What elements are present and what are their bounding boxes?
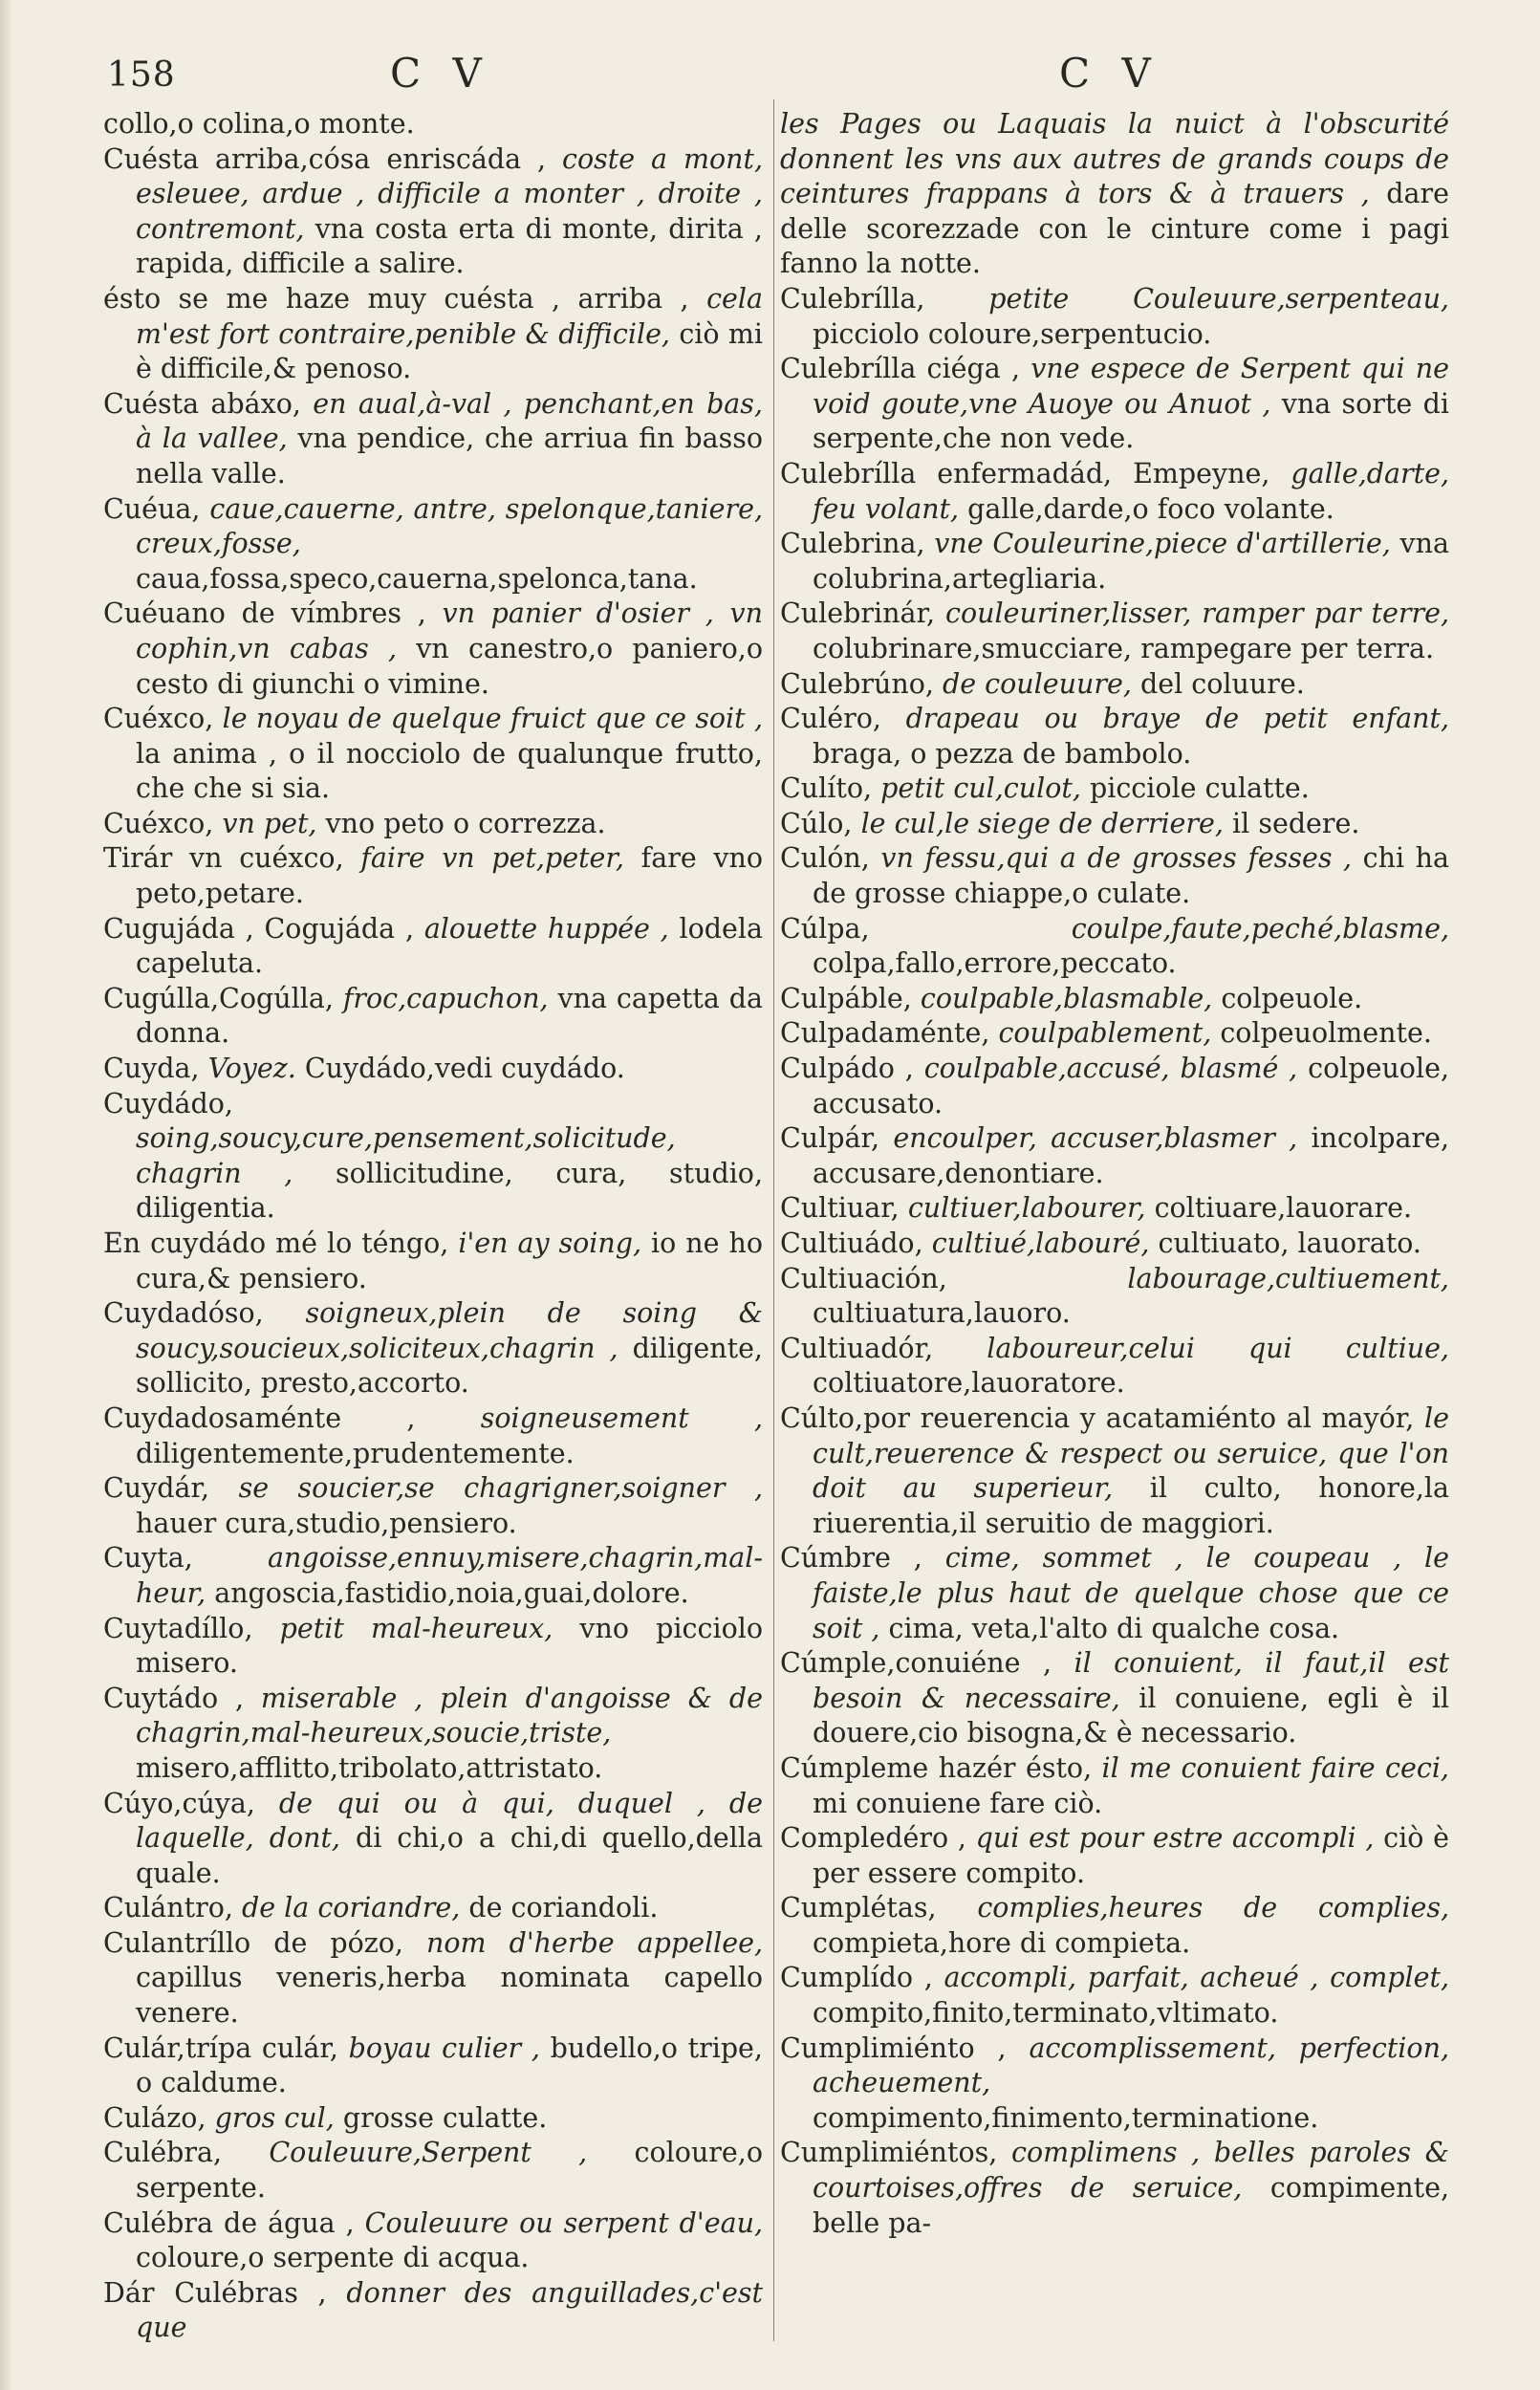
italian-gloss: coloure,o serpente. <box>136 2137 764 2205</box>
dictionary-entry <box>780 1262 1449 1332</box>
french-gloss: alouette huppée , <box>423 912 669 945</box>
italian-gloss: cultiuato, lauorato. <box>1158 1228 1421 1259</box>
dictionary-entry <box>780 1052 1449 1121</box>
headword: Cumplído , <box>780 1962 933 1994</box>
dictionary-entry <box>780 457 1449 527</box>
italian-gloss: compimento,finimento,terminatione. <box>813 2101 1319 2134</box>
french-gloss: soigneux,plein de soing & soucy,soucieux,soliciteux,chagrin , <box>136 1297 764 1364</box>
italian-gloss: de coriandoli. <box>468 1892 659 1924</box>
headword: ésto se me haze muy cuésta , arriba , <box>103 282 689 315</box>
page-number: 158 <box>107 55 176 95</box>
headword: Cúmbre , <box>780 1542 922 1575</box>
dictionary-entry <box>780 982 1449 1017</box>
headword: Cuésta arriba,cósa enriscáda , <box>103 142 547 175</box>
italian-gloss: cima, veta,l'alto di qualche cosa. <box>888 1612 1340 1644</box>
dictionary-entry <box>103 1926 763 2032</box>
dictionary-entry <box>103 387 763 492</box>
headword: Cúmpleme hazér ésto, <box>780 1751 1093 1784</box>
french-gloss: coulpe,faute,peché,blasme, <box>1071 912 1449 945</box>
french-gloss: en aual,à-val , penchant,en bas, à la vallee, <box>136 387 763 455</box>
italian-gloss: chi ha de grosse chiappe,o culate. <box>813 842 1450 910</box>
headword: Culébra de água , <box>103 2206 355 2239</box>
headword: Cultiuar, <box>780 1192 900 1225</box>
french-gloss: il me conuient faire ceci, <box>1101 1751 1449 1784</box>
dictionary-entry <box>780 1541 1449 1646</box>
french-gloss: accompli, parfait, acheué , complet, <box>944 1962 1450 1994</box>
italian-gloss: il culto, honore,la riuerentia,il seruitio de maggiori. <box>813 1472 1449 1539</box>
italian-gloss: diligentemente,prudentemente. <box>136 1437 575 1469</box>
headword: Compledéro , <box>780 1822 966 1855</box>
dictionary-entry <box>780 597 1449 666</box>
headword: Tirár vn cuéxco, <box>103 842 344 875</box>
dictionary-entry <box>103 597 763 702</box>
dictionary-entry <box>103 807 763 842</box>
headword: Cumplimiéntos, <box>780 2137 998 2169</box>
headword: Cumplétas, <box>780 1892 937 1924</box>
italian-gloss: grosse culatte. <box>342 2101 548 2134</box>
headword: Culebrílla, <box>780 282 925 315</box>
italian-gloss: il conuiene, egli è il douere,cio bisogna,& è necessario. <box>813 1682 1450 1749</box>
headword: Cúlpa, <box>780 912 870 945</box>
french-gloss: soing,soucy,cure,pensement,solicitude, chagrin , <box>136 1122 676 1189</box>
french-gloss: encoulper, accuser,blasmer , <box>893 1122 1298 1155</box>
french-gloss: cela m'est fort contraire,penible & difficile, <box>136 282 763 350</box>
italian-gloss: del coluure. <box>1139 667 1305 700</box>
dictionary-entry <box>103 1087 763 1227</box>
dictionary-entry <box>103 982 763 1052</box>
headword: Culpáble, <box>780 982 912 1014</box>
dictionary-entry <box>780 1751 1449 1821</box>
dictionary-entry <box>103 282 763 387</box>
italian-gloss: capillus veneris,herba nominata capello venere. <box>136 1962 763 2030</box>
dictionary-entry <box>780 1016 1449 1052</box>
french-gloss: cultiuer,labourer, <box>907 1192 1146 1225</box>
dictionary-entry <box>103 702 763 807</box>
french-gloss: donner des anguillades,c'est que <box>136 2276 763 2344</box>
headword: Cugujáda , Cogujáda , <box>103 912 414 945</box>
french-gloss: le cul,le siege de derriere, <box>860 807 1224 839</box>
italian-gloss: colpeuole. <box>1221 982 1363 1014</box>
french-gloss: cime, sommet , le coupeau , le faiste,le plus haut de quelque chose que ce soit , <box>813 1542 1449 1644</box>
italian-gloss: ciò mi è difficile,& penoso. <box>136 317 763 385</box>
dictionary-entry <box>780 282 1449 352</box>
french-gloss: de couleuure, <box>943 667 1132 700</box>
french-gloss: drapeau ou braye de petit enfant, <box>905 703 1450 735</box>
french-gloss: qui est pour estre accompli , <box>975 1822 1375 1855</box>
french-gloss: coulpable,accusé, blasmé , <box>923 1053 1298 1085</box>
dictionary-entry <box>103 1052 763 1087</box>
italian-gloss: la anima , o il nocciolo de qualunque frutto, che che si sia. <box>136 737 763 805</box>
french-gloss: i'en ay soing, <box>458 1228 642 1259</box>
headword: Culpár, <box>780 1122 880 1155</box>
entry-text: collo,o colina,o monte. <box>103 108 415 140</box>
headword: Dár Culébras , <box>103 2276 327 2309</box>
headword: Cultiuación, <box>780 1262 947 1294</box>
italian-gloss: colubrinare,smucciare, rampegare per terra. <box>813 632 1435 664</box>
french-gloss: soigneusement , <box>480 1401 763 1434</box>
italian-gloss: io ne ho cura,& pensiero. <box>136 1228 763 1294</box>
headword: Cuéuano de vímbres , <box>103 598 426 630</box>
left-running-head: C V <box>390 50 491 97</box>
italian-gloss: fare vno peto,petare. <box>136 842 764 910</box>
french-gloss: Couleuure ou serpent d'eau, <box>364 2206 764 2239</box>
italian-gloss: vno picciolo misero. <box>136 1612 764 1680</box>
headword: Cugúlla,Cogúlla, <box>103 982 334 1014</box>
column-divider <box>773 99 774 2341</box>
headword: Cúlto,por reuerencia y acatamiénto al mayór, <box>780 1401 1415 1434</box>
french-gloss: de qui ou à qui, duquel , de laquelle, dont, <box>136 1787 763 1855</box>
headword: Culpádo , <box>780 1053 914 1085</box>
french-gloss: petit mal-heureux, <box>279 1612 553 1644</box>
italian-gloss: picciole culatte. <box>1089 772 1310 805</box>
dictionary-entry <box>103 2276 763 2346</box>
italian-gloss: di chi,o a chi,di quello,della quale. <box>136 1822 763 1889</box>
french-gloss: se soucier,se chagrigner,soigner , <box>238 1472 764 1505</box>
italian-gloss: compito,finito,terminato,vltimato. <box>813 1997 1279 2030</box>
dictionary-entry <box>780 107 1449 282</box>
italian-gloss: coltiuare,lauorare. <box>1154 1192 1413 1225</box>
french-gloss: petit cul,culot, <box>880 772 1081 805</box>
french-gloss: vn fessu,qui a de grosses fesses , <box>880 842 1353 875</box>
italian-gloss: vna pendice, che arriua fin basso nella valle. <box>136 423 763 489</box>
italian-gloss: il sedere. <box>1232 807 1360 839</box>
italian-gloss: misero,afflitto,tribolato,attristato. <box>136 1751 603 1784</box>
headword: Cuéua, <box>103 492 201 525</box>
french-gloss: galle,darte, feu volant, <box>813 457 1450 525</box>
french-gloss: labourage,cultiuement, <box>1127 1262 1449 1294</box>
headword: Culíto, <box>780 772 873 805</box>
french-gloss: les Pages ou Laquais la nuict à l'obscurité donnent les vns aux autres de grands coups de ceintures frappans à tors & à trauers , <box>780 108 1449 210</box>
italian-gloss: mi conuiene fare ciò. <box>813 1787 1103 1819</box>
dictionary-entry <box>103 1682 763 1787</box>
dictionary-entry <box>103 2136 763 2205</box>
italian-gloss: colpeuolmente. <box>1220 1017 1432 1050</box>
headword: Cúyo,cúya, <box>103 1787 255 1819</box>
italian-gloss: galle,darde,o foco volante. <box>967 492 1334 525</box>
dictionary-entry <box>780 1332 1449 1401</box>
dictionary-entry <box>780 1961 1449 2031</box>
italian-gloss: vna capetta da donna. <box>136 982 764 1050</box>
dictionary-entry <box>780 771 1449 807</box>
italian-gloss: compimente, belle pa- <box>813 2172 1450 2239</box>
headword: Cuytadíllo, <box>103 1612 253 1644</box>
italian-gloss: braga, o pezza de bambolo. <box>813 737 1192 770</box>
french-gloss: caue,cauerne, antre, spelonque,taniere, creux,fosse, <box>136 492 764 560</box>
dictionary-entry <box>780 1121 1449 1191</box>
french-gloss: complimens , belles paroles & courtoises,offres de seruice, <box>813 2137 1449 2205</box>
headword: Cuydadóso, <box>103 1297 264 1330</box>
headword: Cumplimiénto , <box>780 2032 1007 2064</box>
italian-gloss: incolpare, accusare,denontiare. <box>813 1122 1450 1189</box>
headword: Culántro, <box>103 1892 233 1924</box>
dictionary-entry <box>103 2206 763 2276</box>
dictionary-entry <box>780 702 1449 771</box>
dictionary-entry <box>780 1891 1449 1961</box>
headword: Cuydár, <box>103 1472 210 1505</box>
headword: Culebrina, <box>780 528 925 560</box>
dictionary-entry <box>103 1471 763 1541</box>
italian-gloss: vna colubrina,artegliaria. <box>813 528 1449 595</box>
headword: Culéro, <box>780 703 881 735</box>
dictionary-entry <box>103 142 763 282</box>
french-gloss: vne espece de Serpent qui ne void goute,vne Auoye ou Anuot , <box>813 353 1450 420</box>
headword: Culón, <box>780 842 870 875</box>
headword: Cuéxco, <box>103 703 214 735</box>
italian-gloss: vna costa erta di monte, dirita , rapida, difficile a salire. <box>136 212 763 280</box>
dictionary-entry <box>103 1891 763 1926</box>
french-gloss: il conuient, il faut,il est besoin & necessaire, <box>813 1647 1449 1714</box>
french-gloss: laboureur,celui qui cultiue, <box>987 1332 1449 1364</box>
italian-gloss: caua,fossa,speco,cauerna,spelonca,tana. <box>136 562 698 595</box>
italian-gloss: sollicitudine, cura, studio, diligentia. <box>136 1157 764 1225</box>
italian-gloss: vno peto o correzza. <box>325 807 606 839</box>
dictionary-entry <box>780 1227 1449 1262</box>
headword: En cuydádo mé lo téngo, <box>103 1228 449 1259</box>
headword: Cultiuadór, <box>780 1332 934 1364</box>
french-gloss: gros cul, <box>214 2101 335 2134</box>
french-gloss: coulpablement, <box>998 1017 1212 1050</box>
headword: Cúlo, <box>780 807 853 839</box>
headword: Cuéxco, <box>103 807 214 839</box>
headword: Cuydadosaménte , <box>103 1401 416 1434</box>
italian-gloss: picciolo coloure,serpentucio. <box>813 317 1212 350</box>
french-gloss: angoisse,ennuy,misere,chagrin,mal-heur, <box>136 1542 763 1609</box>
french-gloss: Couleuure,Serpent , <box>269 2137 588 2169</box>
headword: Cuyda, <box>103 1053 200 1085</box>
italian-gloss: vn canestro,o paniero,o cesto di giunchi o vimine. <box>136 632 763 700</box>
italian-gloss: coltiuatore,lauoratore. <box>813 1367 1125 1400</box>
french-gloss: complies,heures de complies, <box>977 1892 1450 1924</box>
dictionary-entry <box>780 1646 1449 1751</box>
dictionary-entry <box>103 2101 763 2137</box>
dictionary-entry <box>103 492 763 598</box>
italian-gloss: cultiuatura,lauoro. <box>813 1297 1071 1330</box>
dictionary-entry <box>103 1227 763 1296</box>
dictionary-entry <box>780 2136 1449 2241</box>
french-gloss: nom d'herbe appellee, <box>426 1926 764 1959</box>
french-gloss: froc,capuchon, <box>342 982 549 1014</box>
headword: Culázo, <box>103 2101 206 2134</box>
italian-gloss: vna sorte di serpente,che non vede. <box>813 387 1449 455</box>
headword: Culpadaménte, <box>780 1017 990 1050</box>
dictionary-entry <box>103 1787 763 1892</box>
running-header <box>0 50 1540 107</box>
french-gloss: vne Couleurine,piece d'artillerie, <box>934 528 1391 560</box>
dictionary-entry <box>780 1401 1449 1541</box>
french-gloss: coste a mont, esleuee, ardue , difficile a monter , droite , contremont, <box>136 142 764 245</box>
right-running-head: C V <box>1059 50 1160 97</box>
italian-gloss: angoscia,fastidio,noia,guai,dolore. <box>214 1576 689 1609</box>
french-gloss: accomplissement, perfection, acheuement, <box>813 2032 1449 2099</box>
italian-gloss: budello,o tripe, o caldume. <box>136 2032 763 2099</box>
french-gloss: couleuriner,lisser, ramper par terre, <box>945 598 1449 630</box>
headword: Cultiuádo, <box>780 1228 923 1259</box>
dictionary-entry <box>780 527 1449 597</box>
dictionary-entry <box>780 912 1449 982</box>
right-column <box>780 107 1449 2241</box>
headword: Culebrílla ciéga , <box>780 353 1021 385</box>
dictionary-entry <box>780 807 1449 842</box>
dictionary-entry <box>780 841 1449 911</box>
italian-gloss: lodela capeluta. <box>136 912 763 980</box>
italian-gloss: colpa,fallo,errore,peccato. <box>813 947 1177 980</box>
headword: Culár,trípa culár, <box>103 2032 338 2064</box>
left-column <box>103 107 763 2346</box>
french-gloss: boyau culier , <box>348 2032 540 2064</box>
dictionary-entry <box>780 352 1449 457</box>
headword: Culebrílla enfermadád, Empeyne, <box>780 457 1270 489</box>
french-gloss: le noyau de quelque fruict que ce soit , <box>222 703 763 735</box>
italian-gloss: colpeuole, accusato. <box>813 1053 1450 1119</box>
headword: Culebrúno, <box>780 667 934 700</box>
italian-gloss: Cuydádo,vedi cuydádo. <box>304 1053 625 1085</box>
french-gloss: vn panier d'osier , vn cophin,vn cabas , <box>136 598 763 664</box>
italian-gloss: hauer cura,studio,pensiero. <box>136 1507 517 1539</box>
dictionary-entry <box>780 1821 1449 1891</box>
headword: Culantríllo de pózo, <box>103 1926 403 1959</box>
dictionary-entry <box>103 107 763 142</box>
headword: Cuésta abáxo, <box>103 387 301 420</box>
french-gloss: de la coriandre, <box>241 1892 461 1924</box>
dictionary-entry <box>103 2032 763 2101</box>
french-gloss: coulpable,blasmable, <box>920 982 1213 1014</box>
dictionary-entry <box>780 1191 1449 1227</box>
dictionary-entry <box>780 667 1449 703</box>
dictionary-entry <box>103 1296 763 1401</box>
italian-gloss: diligente, sollicito, presto,accorto. <box>136 1332 763 1400</box>
headword: Cuytádo , <box>103 1682 245 1714</box>
french-gloss: vn pet, <box>222 807 317 839</box>
italian-gloss: dare delle scorezzade con le cinture come i pagi fanno la notte. <box>780 178 1449 280</box>
french-gloss: faire vn pet,peter, <box>360 842 624 875</box>
headword: Culébra, <box>103 2137 223 2169</box>
italian-gloss: compieta,hore di compieta. <box>813 1926 1191 1959</box>
french-gloss: miserable , plein d'angoisse & de chagrin,mal-heureux,soucie,triste, <box>136 1682 764 1749</box>
dictionary-entry <box>103 1541 763 1611</box>
dictionary-entry <box>103 841 763 911</box>
dictionary-entry <box>103 1612 763 1682</box>
headword: Culebrinár, <box>780 598 936 630</box>
headword: Cuydádo, <box>103 1087 233 1119</box>
dictionary-entry <box>103 912 763 982</box>
headword: Cuyta, <box>103 1542 193 1575</box>
italian-gloss: ciò è per essere compito. <box>813 1822 1449 1889</box>
italian-gloss: coloure,o serpente di acqua. <box>136 2242 530 2274</box>
dictionary-entry <box>780 2032 1449 2137</box>
french-gloss: petite Couleuure,serpenteau, <box>988 282 1449 315</box>
dictionary-entry <box>103 1401 763 1471</box>
french-gloss: Voyez. <box>207 1053 296 1085</box>
french-gloss: cultiué,labouré, <box>931 1228 1150 1259</box>
headword: Cúmple,conuiéne , <box>780 1647 1052 1680</box>
french-gloss: le cult,reuerence & respect ou seruice, que l'on doit au superieur, <box>813 1401 1449 1505</box>
